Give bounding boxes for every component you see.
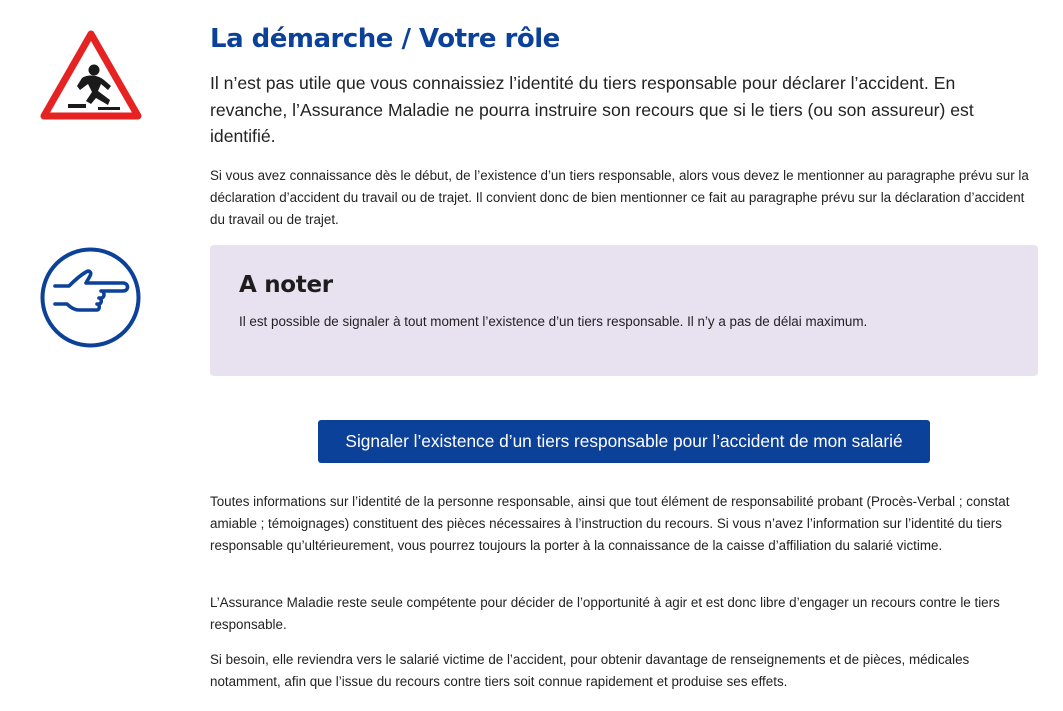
section-title: La démarche / Votre rôle: [210, 24, 560, 54]
paragraph-follow-up: Si besoin, elle reviendra vers le salarié victime de l’accident, pour obtenir davantage de renseignements et de pièces, médicales notamment, afin que l’issue du recours contre tiers soit connue rapidement et produise ses effets.: [210, 652, 970, 689]
slip-hazard-warning-icon: [38, 28, 144, 123]
paragraph-declaration: Si vous avez connaissance dès le début, de l’existence d’un tiers responsable, alors vous devez le mentionner au paragraphe prévu sur la déclaration d’accident du travail ou de trajet. Il convient donc de bien mentionner ce fait au paragraphe prévu sur la déclaration d’accident du travail ou de trajet.: [210, 168, 1029, 227]
note-title: A noter: [239, 272, 333, 298]
report-third-party-button[interactable]: Signaler l’existence d’un tiers responsable pour l’accident de mon salarié: [318, 420, 930, 463]
note-box: [210, 245, 1038, 376]
paragraph-competence: L’Assurance Maladie reste seule compétente pour décider de l’opportunité à agir et est donc libre d’engager un recours contre le tiers responsable.: [210, 595, 1000, 632]
note-text: Il est possible de signaler à tout moment l’existence d’un tiers responsable. Il n’y a pas de délai maximum.: [239, 314, 868, 329]
paragraph-information: Toutes informations sur l’identité de la personne responsable, ainsi que tout élément de responsabilité probant (Procès-Verbal ; constat amiable ; témoignages) constituent des pièces nécessaires à l’instruction du recours. Si vous n’avez l’information sur l’identité du tiers responsable qu’ultérieurement, vous pourrez toujours la porter à la connaissance de la caisse d’affiliation du salarié victime.: [210, 494, 1010, 553]
pointing-hand-icon: [39, 246, 142, 349]
lead-paragraph: Il n’est pas utile que vous connaissiez l’identité du tiers responsable pour déclarer l’accident. En revanche, l’Assurance Maladie ne pourra instruire son recours que si le tiers (ou son assureur) est identifié.: [210, 73, 974, 146]
